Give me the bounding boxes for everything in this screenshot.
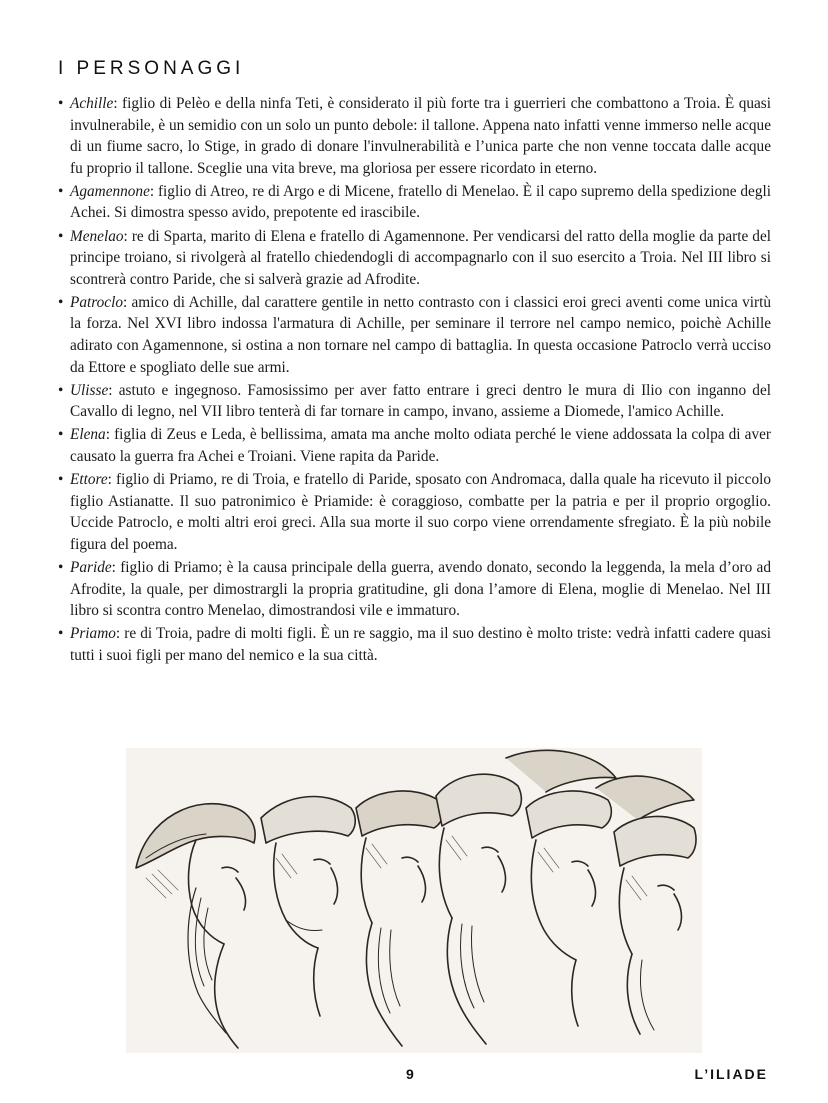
character-name: Agamennone bbox=[70, 182, 150, 200]
character-list bbox=[58, 93, 771, 668]
bullet: • bbox=[58, 426, 64, 444]
character-description: : astuto e ingegnoso. Famosissimo per aver fatto entrare i greci dentro le mura di Ilio con inganno del Cavallo di legno, nel VII libro tenterà di far tornare in campo, invano, assieme a Diomede, l'amico Achille. bbox=[70, 381, 771, 421]
page-title: I PERSONAGGI bbox=[58, 58, 245, 79]
list-item bbox=[58, 557, 771, 622]
list-item bbox=[58, 623, 771, 666]
character-name: Menelao bbox=[70, 227, 124, 245]
list-item bbox=[58, 93, 771, 179]
bullet: • bbox=[58, 381, 64, 399]
bullet: • bbox=[58, 182, 64, 200]
warrior-head-1 bbox=[136, 804, 255, 1048]
character-name: Paride bbox=[70, 558, 112, 576]
bullet: • bbox=[58, 227, 64, 245]
list-item bbox=[58, 181, 771, 224]
character-name: Ettore bbox=[70, 471, 108, 489]
character-name: Ulisse bbox=[70, 381, 109, 399]
character-description: : figlia di Zeus e Leda, è bellissima, amata ma anche molto odiata perché le viene addossata la colpa di aver causato la guerra fra Achei e Troiani. Viene rapita da Paride. bbox=[70, 426, 771, 465]
bullet: • bbox=[58, 558, 64, 576]
character-name: Priamo bbox=[70, 625, 116, 643]
list-item bbox=[58, 380, 771, 423]
list-item bbox=[58, 424, 771, 467]
character-description: : amico di Achille, dal carattere gentile in netto contrasto con i classici eroi greci aventi come unica virtù la forza. Nel XVI libro indossa l'armatura di Achille, per seminare il terrore nel campo nemico, poichè Achille adirato con Agamennone, si ostina a non tornare nel campo di battaglia. In questa occasione Patroclo verrà ucciso da Ettore e spogliato delle sue armi. bbox=[70, 293, 771, 376]
character-name: Achille bbox=[70, 95, 114, 112]
warrior-head-4 bbox=[436, 774, 521, 1044]
heroes-engraving-illustration bbox=[126, 748, 702, 1053]
bullet: • bbox=[58, 471, 64, 489]
character-description: : re di Troia, padre di molti figli. È un re saggio, ma il suo destino è molto triste: vedrà infatti cadere quasi tutti i suoi figli per mano del nemico e la sua città. bbox=[70, 625, 771, 664]
book-title: L’ILIADE bbox=[694, 1066, 768, 1082]
character-description: : re di Sparta, marito di Elena e fratello di Agamennone. Per vendicarsi del ratto della moglie da parte del principe troiano, si rivolgerà al fratello chiedendogli di accompagnarlo con il suo esercito a Troia. Nel III libro si scontrerà contro Paride, che si salverà grazie ad Afrodite. bbox=[70, 227, 771, 288]
character-description: : figlio di Priamo; è la causa principale della guerra, avendo donato, secondo la leggenda, la mela d’oro ad Afrodite, la quale, per dimostrargli la propria gratitudine, gli dona l’amore di Elena, moglie di Menelao. Nel III libro si scontra contro Menelao, dimostrandosi vile e immaturo. bbox=[70, 558, 771, 620]
bullet: • bbox=[58, 95, 64, 112]
warrior-head-5 bbox=[506, 750, 616, 1026]
character-description: : figlio di Priamo, re di Troia, e fratello di Paride, sposato con Andromaca, dalla quale ha ricevuto il piccolo figlio Astianatte. Il suo patronimico è Priamide: è coraggioso, combatte per la patria e per il proprio orgoglio. Uccide Patroclo, e molti altri eroi greci. Alla sua morte il suo corpo viene orrendamente sfregiato. È la più nobile figura del poema. bbox=[70, 471, 771, 553]
warrior-head-3 bbox=[356, 791, 443, 1046]
bullet: • bbox=[58, 625, 64, 643]
character-description: : figlio di Pelèo e della ninfa Teti, è considerato il più forte tra i guerrieri che combattono a Troia. È quasi invulnerabile, è un semidio con un solo un punto debole: il tallone. Appena nato infatti venne immerso nelle acque di un fiume sacro, lo Stige, in grado di donare l'invulnerabilità e l’unica parte che non venne toccata dalle acque fu proprio il tallone. Sceglie una vita breve, ma gloriosa per essere ricordato in eterno. bbox=[70, 95, 771, 177]
list-item bbox=[58, 469, 771, 555]
warrior-head-2 bbox=[261, 797, 355, 1016]
page-number: 9 bbox=[406, 1066, 414, 1082]
bullet: • bbox=[58, 293, 64, 311]
engraving-drawing bbox=[126, 748, 702, 1053]
list-item bbox=[58, 292, 771, 378]
character-name: Patroclo bbox=[70, 293, 123, 311]
character-name: Elena bbox=[70, 426, 106, 444]
character-description: : figlio di Atreo, re di Argo e di Micene, fratello di Menelao. È il capo supremo della spedizione degli Achei. Si dimostra spesso avido, prepotente ed irascibile. bbox=[70, 182, 771, 222]
list-item bbox=[58, 226, 771, 291]
